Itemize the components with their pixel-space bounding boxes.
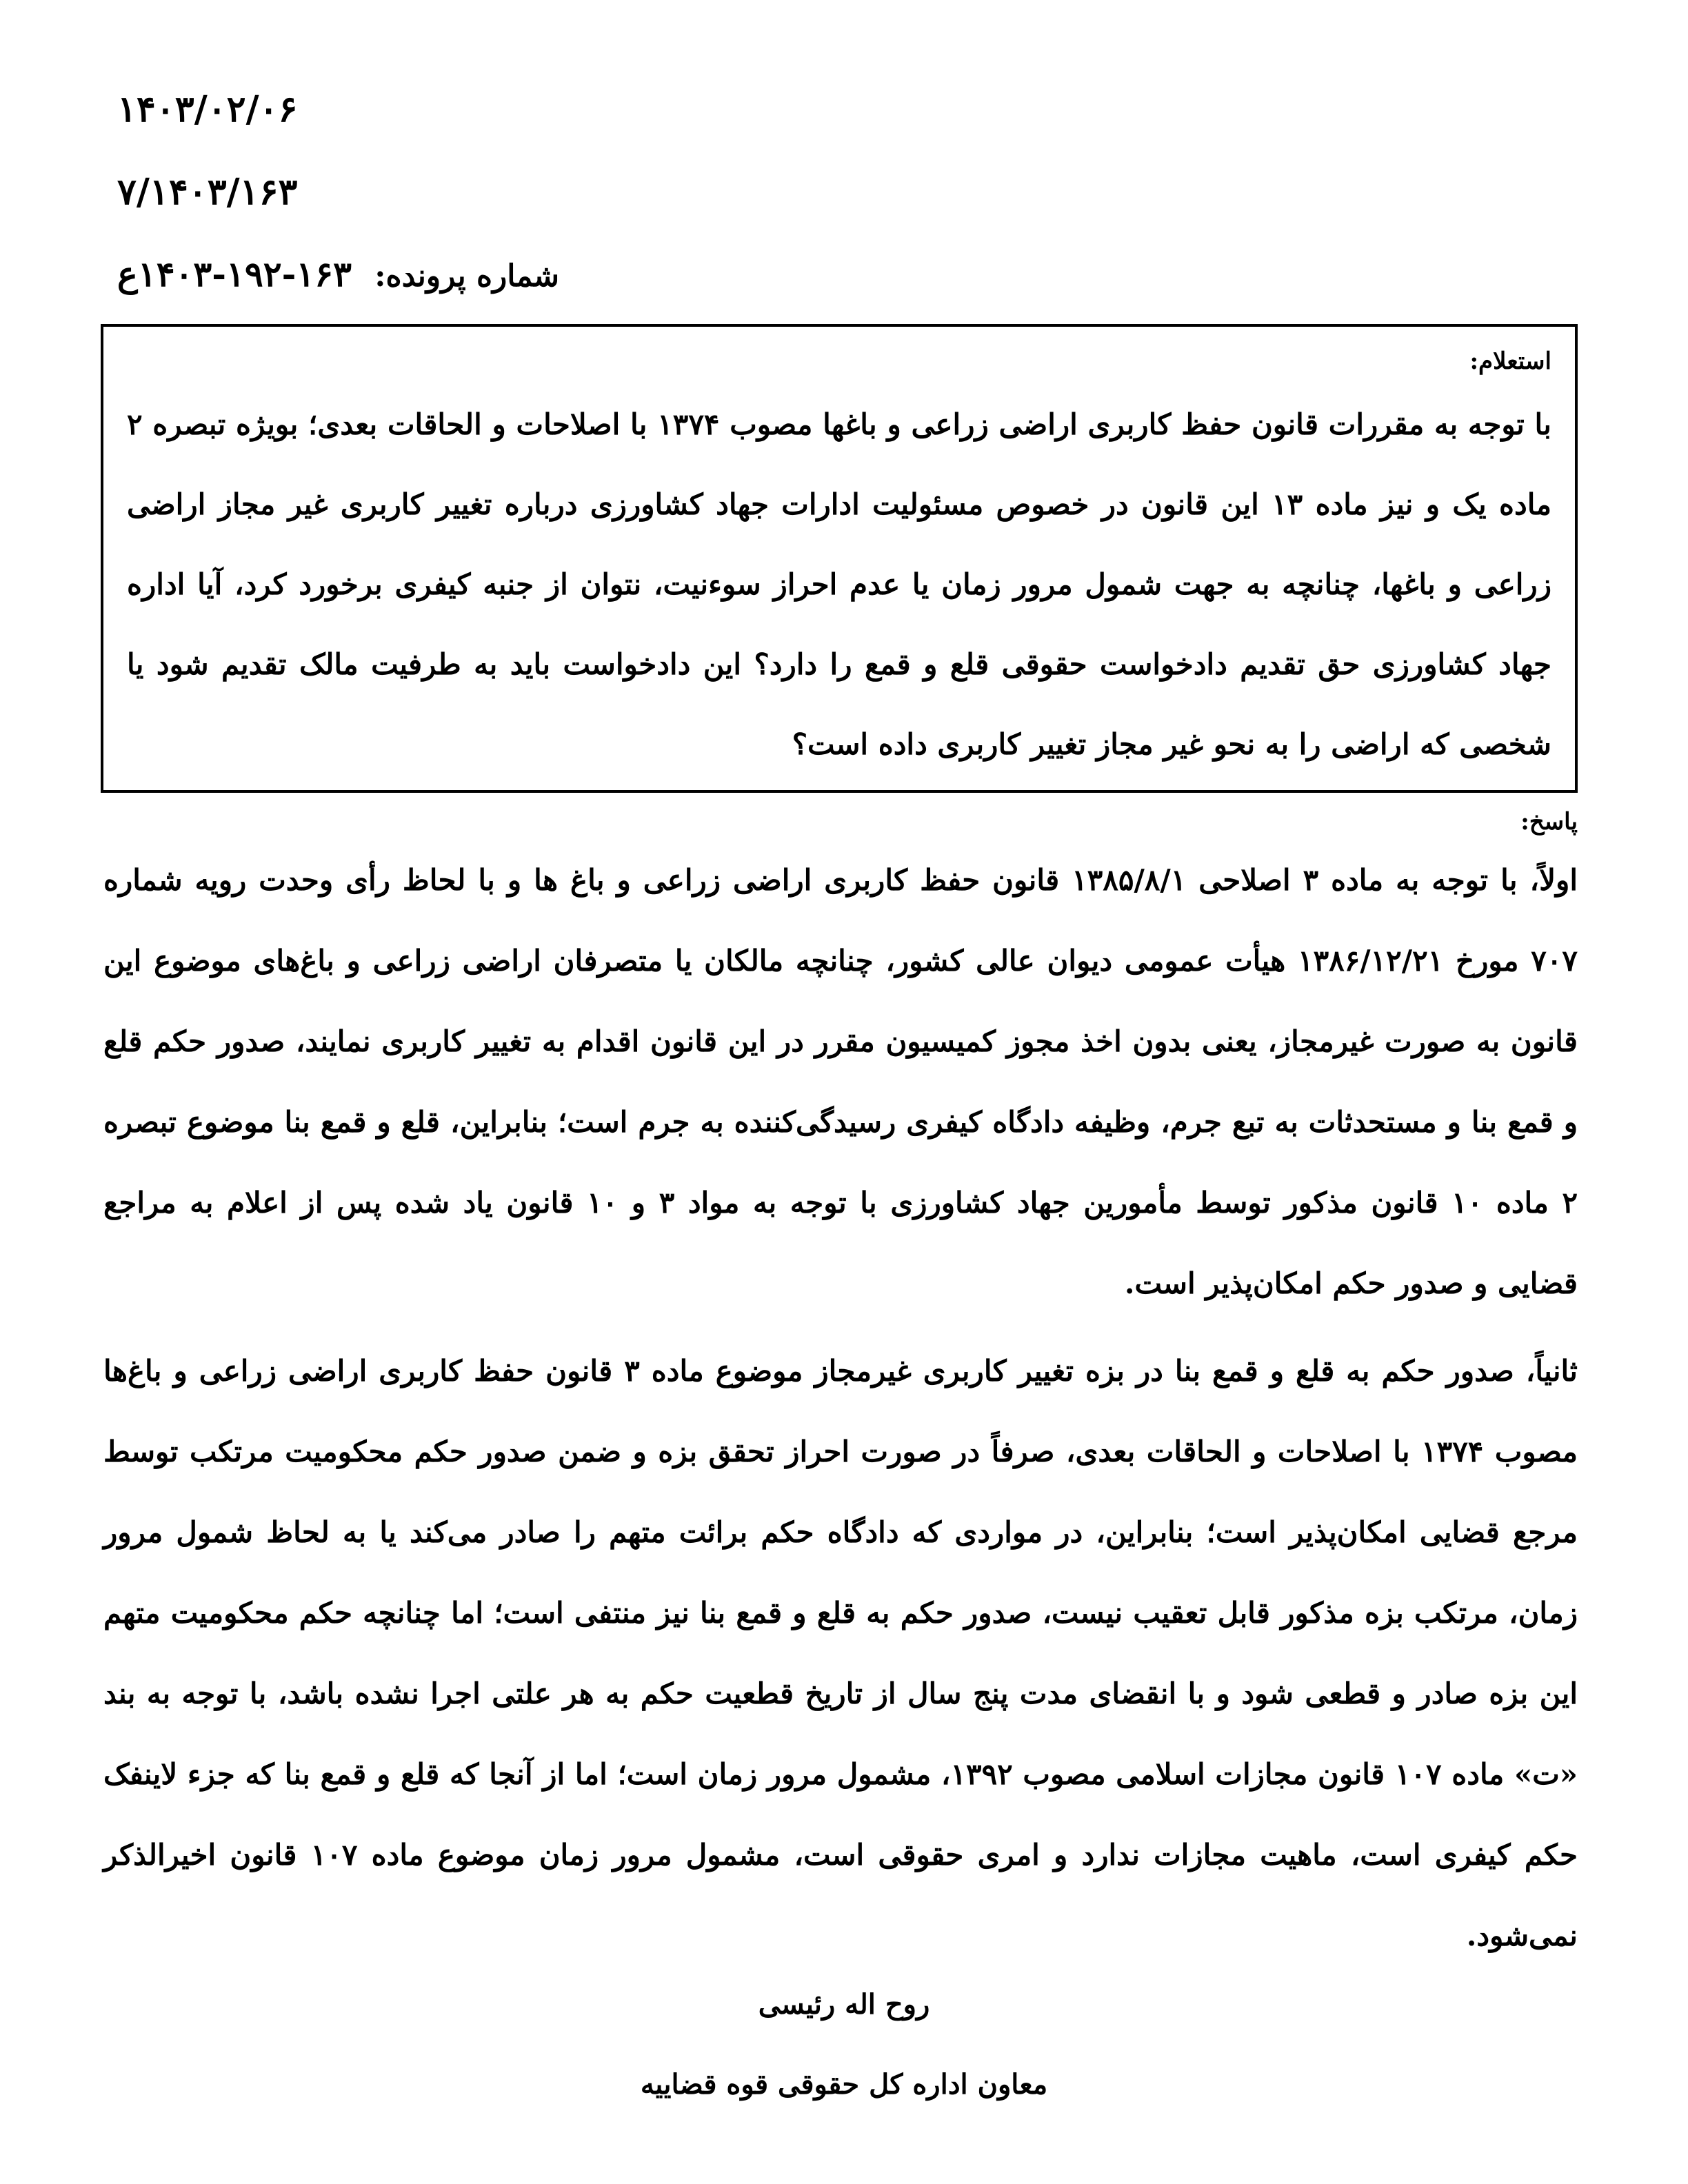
- letter-number: ۷/۱۴۰۳/۱۶۳: [117, 171, 298, 213]
- file-number-line: [117, 254, 559, 294]
- inquiry-box: [101, 324, 1578, 793]
- answer-paragraph-second: ثانیاً، صدور حکم به قلع و قمع بنا در بزه تغییر کاربری غیرمجاز موضوع ماده ۳ قانون حفظ کاربری اراضی زراعی و باغ‌ها مصوب ۱۳۷۴ با اصلاحات و الحاقات بعدی، صرفاً در صورت احراز تحقق بزه و ضمن صدور حکم محکومیت مرتکب توسط مرجع قضایی امکان‌پذیر است؛ بنابراین، در مواردی که دادگاه حکم برائت متهم را صادر می‌کند یا به لحاظ شمول مرور زمان، مرتکب بزه مذکور قابل تعقیب نیست، صدور حکم به قلع و قمع بنا نیز منتفی است؛ اما چنانچه حکم محکومیت متهم این بزه صادر و قطعی شود و با انقضای مدت پنج سال از تاریخ قطعیت حکم به هر علتی اجرا نشده باشد، با توجه به بند «ت» ماده ۱۰۷ قانون مجازات اسلامی مصوب ۱۳۹۲، مشمول مرور زمان است؛ اما از آنجا که قلع و قمع بنا که جزء لاینفک حکم کیفری است، ماهیت مجازات ندارد و امری حقوقی است، مشمول مرور زمان موضوع ماده ۱۰۷ قانون اخیرالذکر نمی‌شود.: [103, 1354, 1578, 1952]
- signatory-title: معاون اداره کل حقوقی قوه قضاییه: [640, 2068, 1048, 2101]
- inquiry-text: با توجه به مقررات قانون حفظ کاربری اراضی زراعی و باغها مصوب ۱۳۷۴ با اصلاحات و الحاقات بعدی؛ بویژه تبصره ۲ ماده یک و نیز ماده ۱۳ این قانون در خصوص مسئولیت ادارات جهاد کشاورزی درباره تغییر کاربری غیر مجاز اراضی زراعی و باغها، چنانچه به جهت شمول مرور زمان یا عدم احراز سوءنیت، نتوان از جنبه کیفری برخورد کرد، آیا اداره جهاد کشاورزی حق تقدیم دادخواست حقوقی قلع و قمع را دارد؟ این دادخواست باید به طرفیت مالک تقدیم شود یا شخصی که اراضی را به نحو غیر مجاز تغییر کاربری داده است؟: [127, 407, 1552, 761]
- file-number-value: ۱۶۳-۱۹۲-۱۴۰۳ع: [117, 254, 352, 294]
- signatory-name: روح اله رئیسی: [758, 1988, 930, 2021]
- letter-date: ۱۴۰۳/۰۲/۰۶: [117, 88, 298, 130]
- answer-paragraph-first: اولاً، با توجه به ماده ۳ اصلاحی ۱۳۸۵/۸/۱ قانون حفظ کاربری اراضی زراعی و باغ ها و با لحاظ رأی وحدت رویه شماره ۷۰۷ مورخ ۱۳۸۶/۱۲/۲۱ هیأت عمومی دیوان عالی کشور، چنانچه مالکان یا متصرفان اراضی زراعی و باغ‌های موضوع این قانون به صورت غیرمجاز، یعنی بدون اخذ مجوز کمیسیون مقرر در این قانون اقدام به تغییر کاربری نمایند، صدور حکم قلع و قمع بنا و مستحدثات به تبع جرم، وظیفه دادگاه کیفری رسیدگی‌کننده به جرم است؛ بنابراین، قلع و قمع بنا موضوع تبصره ۲ ماده ۱۰ قانون مذکور توسط مأمورین جهاد کشاورزی با توجه به مواد ۳ و ۱۰ قانون یاد شده پس از اعلام به مراجع قضایی و صدور حکم امکان‌پذیر است.: [103, 863, 1578, 1300]
- inquiry-label: استعلام:: [1469, 347, 1551, 375]
- answer-section: [103, 807, 1578, 1976]
- file-number-label: شماره پرونده:: [374, 259, 560, 294]
- answer-label: پاسخ:: [1520, 808, 1578, 836]
